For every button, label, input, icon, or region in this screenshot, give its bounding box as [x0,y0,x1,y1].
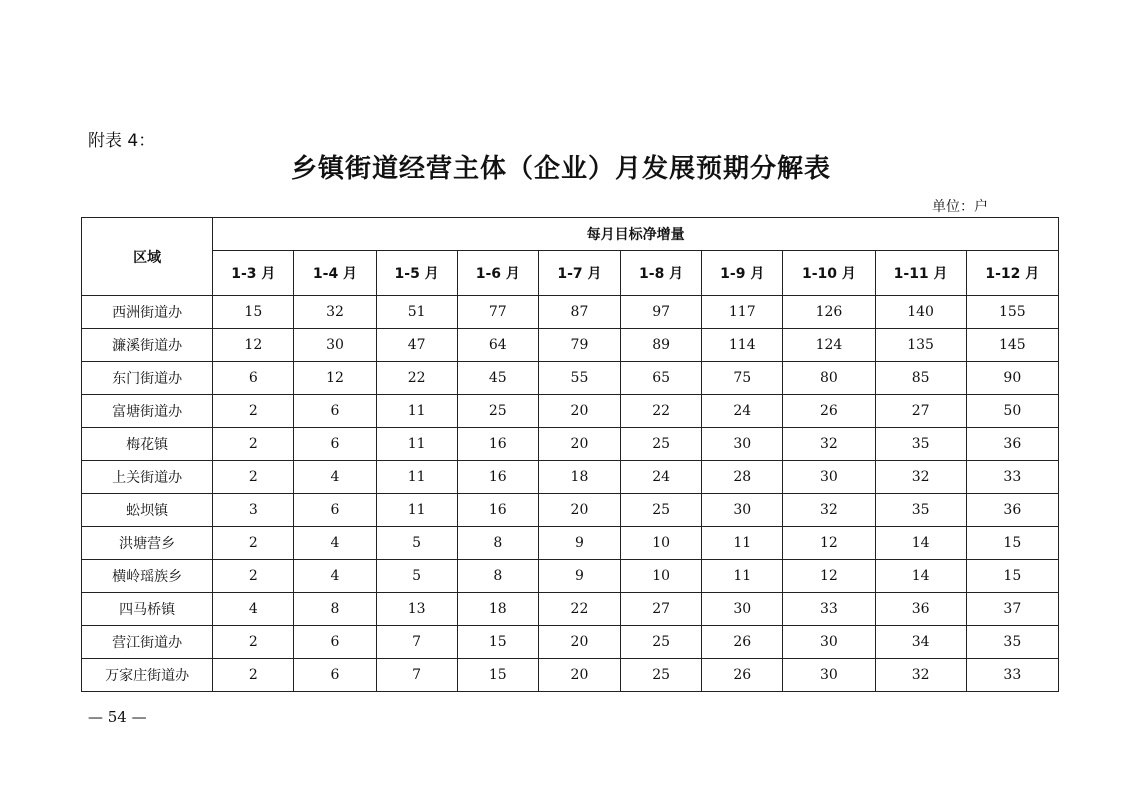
region-cell: 洪塘营乡 [82,527,213,560]
region-cell: 蚣坝镇 [82,494,213,527]
value-cell: 33 [966,461,1058,494]
value-cell: 28 [702,461,783,494]
table-row [82,527,1059,560]
value-cell: 35 [966,626,1058,659]
value-cell: 75 [702,362,783,395]
unit-label: 单位：户 [932,199,988,215]
value-cell: 11 [702,527,783,560]
period-header: 1-10 月 [783,251,875,296]
region-cell: 东门街道办 [82,362,213,395]
value-cell: 10 [621,560,702,593]
value-cell: 34 [875,626,966,659]
region-column-header: 区域 [82,218,213,296]
value-cell: 20 [538,428,620,461]
value-cell: 37 [966,593,1058,626]
value-cell: 3 [213,494,294,527]
value-cell: 20 [538,494,620,527]
forecast-table [81,217,1059,692]
table-row [82,560,1059,593]
value-cell: 2 [213,626,294,659]
value-cell: 9 [538,527,620,560]
value-cell: 140 [875,296,966,329]
value-cell: 4 [213,593,294,626]
value-cell: 18 [457,593,538,626]
value-cell: 33 [966,659,1058,692]
value-cell: 11 [376,395,457,428]
value-cell: 114 [702,329,783,362]
value-cell: 30 [783,659,875,692]
value-cell: 65 [621,362,702,395]
value-cell: 135 [875,329,966,362]
value-cell: 25 [621,428,702,461]
value-cell: 51 [376,296,457,329]
value-cell: 4 [294,527,376,560]
value-cell: 32 [783,494,875,527]
value-cell: 12 [294,362,376,395]
value-cell: 27 [875,395,966,428]
value-cell: 15 [457,626,538,659]
value-cell: 24 [621,461,702,494]
value-cell: 5 [376,560,457,593]
value-cell: 36 [966,494,1058,527]
value-cell: 30 [783,461,875,494]
value-cell: 26 [702,626,783,659]
value-cell: 25 [457,395,538,428]
value-cell: 2 [213,461,294,494]
table-row [82,494,1059,527]
value-cell: 25 [621,494,702,527]
value-cell: 16 [457,428,538,461]
value-cell: 87 [538,296,620,329]
period-header: 1-9 月 [702,251,783,296]
region-cell: 上关街道办 [82,461,213,494]
table-row [82,461,1059,494]
value-cell: 32 [294,296,376,329]
value-cell: 4 [294,560,376,593]
value-cell: 8 [457,527,538,560]
value-cell: 35 [875,494,966,527]
table-row [82,296,1059,329]
value-cell: 12 [783,527,875,560]
value-cell: 26 [702,659,783,692]
value-cell: 6 [294,428,376,461]
value-cell: 12 [213,329,294,362]
period-header: 1-12 月 [966,251,1058,296]
table-row [82,593,1059,626]
value-cell: 8 [457,560,538,593]
period-header: 1-4 月 [294,251,376,296]
period-header: 1-11 月 [875,251,966,296]
value-cell: 2 [213,659,294,692]
page-number: — 54 — [88,708,147,726]
value-cell: 30 [783,626,875,659]
value-cell: 4 [294,461,376,494]
period-header: 1-6 月 [457,251,538,296]
value-cell: 90 [966,362,1058,395]
net-increase-group-header: 每月目标净增量 [213,218,1059,251]
value-cell: 30 [702,593,783,626]
region-cell: 横岭瑶族乡 [82,560,213,593]
value-cell: 10 [621,527,702,560]
value-cell: 14 [875,527,966,560]
region-cell: 西洲街道办 [82,296,213,329]
value-cell: 15 [213,296,294,329]
region-cell: 梅花镇 [82,428,213,461]
value-cell: 45 [457,362,538,395]
table-row [82,659,1059,692]
value-cell: 20 [538,626,620,659]
value-cell: 8 [294,593,376,626]
region-cell: 万家庄街道办 [82,659,213,692]
value-cell: 55 [538,362,620,395]
value-cell: 2 [213,395,294,428]
value-cell: 155 [966,296,1058,329]
value-cell: 89 [621,329,702,362]
value-cell: 6 [294,626,376,659]
value-cell: 13 [376,593,457,626]
value-cell: 30 [702,428,783,461]
value-cell: 6 [294,659,376,692]
value-cell: 16 [457,461,538,494]
value-cell: 9 [538,560,620,593]
region-cell: 营江街道办 [82,626,213,659]
value-cell: 32 [875,461,966,494]
value-cell: 2 [213,527,294,560]
value-cell: 16 [457,494,538,527]
value-cell: 117 [702,296,783,329]
region-cell: 四马桥镇 [82,593,213,626]
attachment-label: 附表 4： [88,131,156,151]
value-cell: 26 [783,395,875,428]
value-cell: 50 [966,395,1058,428]
table-row [82,362,1059,395]
value-cell: 15 [966,560,1058,593]
value-cell: 22 [621,395,702,428]
value-cell: 6 [213,362,294,395]
value-cell: 77 [457,296,538,329]
table-row [82,395,1059,428]
period-header: 1-5 月 [376,251,457,296]
value-cell: 12 [783,560,875,593]
value-cell: 20 [538,659,620,692]
value-cell: 36 [875,593,966,626]
value-cell: 32 [783,428,875,461]
value-cell: 6 [294,494,376,527]
value-cell: 6 [294,395,376,428]
value-cell: 27 [621,593,702,626]
value-cell: 14 [875,560,966,593]
value-cell: 80 [783,362,875,395]
value-cell: 22 [376,362,457,395]
table-row [82,626,1059,659]
value-cell: 33 [783,593,875,626]
value-cell: 85 [875,362,966,395]
value-cell: 22 [538,593,620,626]
value-cell: 11 [376,461,457,494]
document-title: 乡镇街道经营主体（企业）月发展预期分解表 [290,154,831,184]
period-header: 1-7 月 [538,251,620,296]
value-cell: 47 [376,329,457,362]
value-cell: 126 [783,296,875,329]
value-cell: 32 [875,659,966,692]
table-row [82,329,1059,362]
value-cell: 5 [376,527,457,560]
value-cell: 15 [457,659,538,692]
value-cell: 11 [376,428,457,461]
value-cell: 35 [875,428,966,461]
value-cell: 25 [621,626,702,659]
value-cell: 7 [376,626,457,659]
value-cell: 124 [783,329,875,362]
value-cell: 2 [213,428,294,461]
value-cell: 11 [376,494,457,527]
period-header: 1-3 月 [213,251,294,296]
period-header: 1-8 月 [621,251,702,296]
value-cell: 18 [538,461,620,494]
region-cell: 富塘街道办 [82,395,213,428]
value-cell: 2 [213,560,294,593]
value-cell: 79 [538,329,620,362]
value-cell: 30 [294,329,376,362]
value-cell: 24 [702,395,783,428]
value-cell: 30 [702,494,783,527]
value-cell: 97 [621,296,702,329]
value-cell: 11 [702,560,783,593]
region-cell: 濂溪街道办 [82,329,213,362]
value-cell: 64 [457,329,538,362]
value-cell: 15 [966,527,1058,560]
value-cell: 7 [376,659,457,692]
value-cell: 36 [966,428,1058,461]
table-row [82,428,1059,461]
value-cell: 145 [966,329,1058,362]
value-cell: 25 [621,659,702,692]
value-cell: 20 [538,395,620,428]
